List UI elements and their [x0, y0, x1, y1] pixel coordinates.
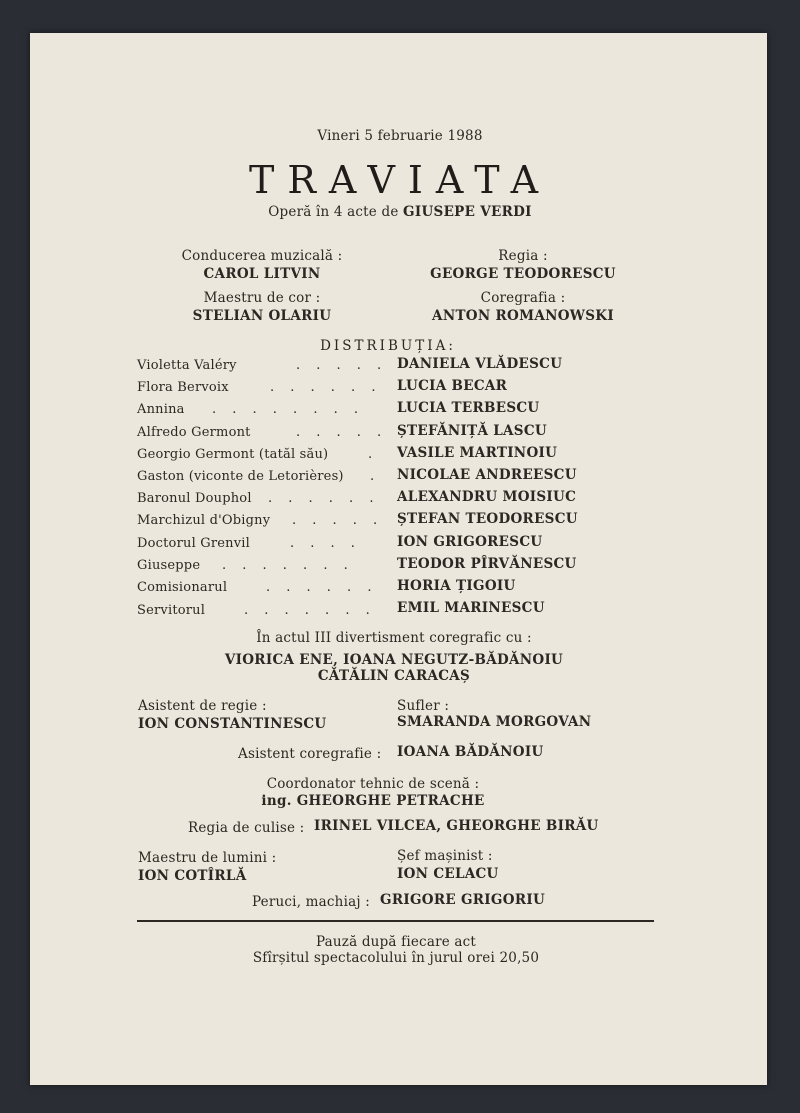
cast-role: Georgio Germont (tatăl său)	[137, 447, 329, 462]
cast-dots: . . . . .	[296, 425, 388, 440]
cast-actor: NICOLAE ANDREESCU	[397, 467, 577, 483]
cast-dots: . . . . . .	[268, 491, 380, 506]
director-label: Regia :	[498, 248, 548, 264]
cast-actor: HORIA ȚIGOIU	[397, 578, 516, 594]
cast-dots: . . . . . . .	[244, 603, 376, 618]
cast-heading: DISTRIBUȚIA:	[320, 338, 456, 354]
cast-role: Baronul Douphol	[137, 491, 252, 506]
cast-actor: EMIL MARINESCU	[397, 600, 545, 616]
cast-role: Comisionarul	[137, 580, 228, 595]
cast-actor: DANIELA VLĂDESCU	[397, 356, 563, 372]
cast-actor: VASILE MARTINOIU	[397, 445, 558, 461]
cast-actor: ION GRIGORESCU	[397, 534, 543, 550]
cast-actor: LUCIA BECAR	[397, 378, 508, 394]
assistant-choreography-name: IOANA BĂDĂNOIU	[397, 744, 544, 760]
divertissement-intro: În actul III divertisment coregrafic cu :	[256, 630, 532, 646]
subtitle	[268, 204, 531, 220]
music-direction-label: Conducerea muzicală :	[181, 248, 343, 264]
cast-role: Violetta Valéry	[137, 358, 237, 373]
cast-dots: .	[370, 469, 381, 484]
cast-role: Giuseppe	[137, 558, 201, 573]
cast-dots: . . . . . .	[266, 580, 378, 595]
subtitle-prefix: Operă în 4 acte de	[268, 204, 404, 220]
music-direction-name: CAROL LITVIN	[203, 266, 321, 282]
intermission-note: Pauză după fiecare act	[315, 934, 477, 950]
choreography-name: ANTON ROMANOWSKI	[432, 308, 614, 324]
assistant-director-name: ION CONSTANTINESCU	[138, 716, 327, 732]
lighting-master-label: Maestru de lumini :	[138, 850, 277, 866]
choreography-label: Coregrafia :	[480, 290, 566, 306]
director-name: GEORGE TEODORESCU	[430, 266, 616, 282]
stage-management-label: Regia de culise :	[188, 820, 305, 836]
cast-actor: ȘTEFAN TEODORESCU	[397, 511, 578, 527]
cast-role: Alfredo Germont	[137, 425, 251, 440]
cast-role: Annina	[137, 402, 185, 417]
prompter-label: Sufler :	[397, 698, 450, 714]
technical-coordinator-label: Coordonator tehnic de scenă :	[266, 776, 480, 792]
cast-actor: ȘTEFĂNIȚĂ LASCU	[397, 423, 547, 439]
cast-dots: .	[368, 447, 379, 462]
cast-actor: ALEXANDRU MOISIUC	[397, 489, 577, 505]
cast-dots: . . . . .	[292, 513, 384, 528]
divider-line	[137, 920, 654, 922]
divertissement-dancers: VIORICA ENE, IOANA NEGUTZ-BĂDĂNOIU	[224, 652, 564, 668]
chorus-master-label: Maestru de cor :	[203, 290, 321, 306]
composer-name: GIUSEPE VERDI	[403, 204, 532, 220]
assistant-director-label: Asistent de regie :	[138, 698, 267, 714]
cast-role: Servitorul	[137, 603, 206, 618]
cast-actor: TEODOR PÎRVĂNESCU	[397, 556, 577, 572]
head-machinist-label: Șef mașinist :	[397, 848, 493, 864]
stage-management-names: IRINEL VILCEA, GHEORGHE BIRĂU	[314, 818, 599, 834]
cast-role: Flora Bervoix	[137, 380, 229, 395]
cast-dots: . . . .	[290, 536, 361, 551]
assistant-choreography-label: Asistent coregrafie :	[238, 746, 382, 762]
lighting-master-name: ION COTÎRLĂ	[138, 868, 247, 884]
technical-coordinator-name: ing. GHEORGHE PETRACHE	[261, 793, 485, 809]
opera-title: TRAVIATA	[248, 158, 552, 202]
cast-dots: . . . . . . . .	[212, 402, 364, 417]
head-machinist-name: ION CELACU	[397, 866, 499, 882]
prompter-name: SMARANDA MORGOVAN	[397, 714, 592, 730]
cast-dots: . . . . . . .	[222, 558, 354, 573]
cast-role: Doctorul Grenvil	[137, 536, 250, 551]
cast-actor: LUCIA TERBESCU	[397, 400, 540, 416]
cast-role: Marchizul d'Obigny	[137, 513, 271, 528]
end-time-note: Sfîrșitul spectacolului în jurul orei 20,50	[252, 950, 540, 966]
divertissement-dancers-2: CĂTĂLIN CARACAȘ	[317, 668, 471, 684]
chorus-master-name: STELIAN OLARIU	[192, 308, 332, 324]
wigs-makeup-name: GRIGORE GRIGORIU	[380, 892, 546, 908]
cast-dots: . . . . . .	[270, 380, 382, 395]
performance-date: Vineri 5 februarie 1988	[317, 128, 483, 144]
cast-role: Gaston (viconte de Letorières)	[137, 469, 344, 484]
wigs-makeup-label: Peruci, machiaj :	[252, 894, 370, 910]
cast-dots: . . . . .	[296, 358, 388, 373]
